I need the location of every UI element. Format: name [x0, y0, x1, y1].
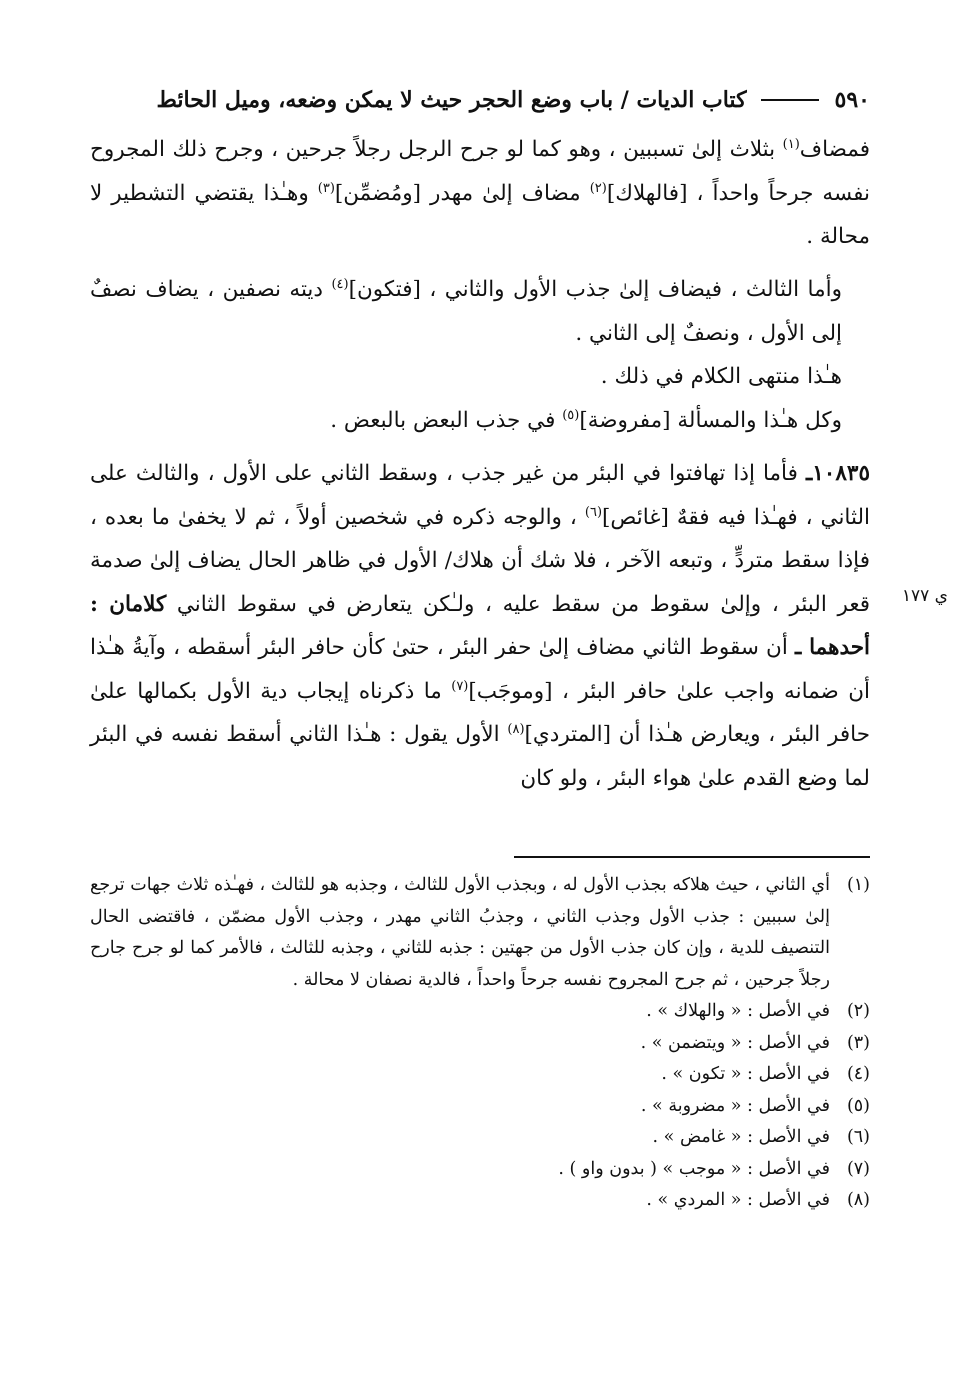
paragraph: هـٰذا منتهى الكلام في ذلك .	[600, 364, 842, 389]
footnote-text: في الأصل : « المردي » .	[646, 1190, 830, 1210]
footnote-text: في الأصل : « ويتضمن » .	[640, 1032, 830, 1053]
footnote-number: (٢)	[846, 1001, 870, 1021]
paragraph-section	[90, 452, 870, 800]
chapter-title: كتاب الديات / باب وضع الحجر حيث لا يمكن وضعه، وميل الحائط	[156, 87, 747, 113]
text-run: وهـٰذا يقتضي التشطير لا محالة .	[90, 180, 870, 249]
footnote-text: في الأصل : « والهلاك » .	[646, 1001, 830, 1021]
section-gap	[90, 442, 870, 452]
footnote-text: في الأصل : « مضروبة » .	[640, 1095, 830, 1116]
header-rule	[761, 99, 819, 101]
footnote-ref[interactable]: (٧)	[451, 678, 469, 694]
text-run: وأما الثالث ، فيضاف إلىٰ جذب الأول والثاني ، [فتكون]	[348, 277, 842, 302]
text-run: فمضاف	[799, 137, 870, 162]
text-run: فأما إذا تهافتوا في البئر من غير جذب ، وسقط الثاني على الأول ، والثالث على الثاني ، فهـٰذا فيه فقهٌ [غائص]	[90, 461, 870, 530]
footnote-text: في الأصل : « تكون » .	[661, 1064, 830, 1084]
text-run: مضاف إلىٰ مهدر [ومُضمِّن]	[334, 180, 590, 206]
footnote-text: أي الثاني ، حيث هلاكه بجذب الأول له ، وبجذب الأول للثالث ، وجذبه هو للثالث ، فهـٰذه ثلاث جهات ترجع إلىٰ سببين : جذب الأول وجذب الثاني ، وجذبُ الثاني مهدر ، وجذب الأول مضمّن ، فاقتضى الحال التنصيف للدية ، وإن كان جذب الأول من جهتين : جذبه للثاني ، وجذبه للثالث ، فالأمر كما لو جرح جارح رجلاً جرحين ، ثم جرح المجروح نفسه جرحاً واحداً ، فالدية نصفان لا محالة .	[90, 875, 830, 990]
footnote-number: (٥)	[846, 1095, 870, 1116]
footnote-number: (٨)	[846, 1190, 870, 1210]
footnote	[90, 1091, 870, 1123]
footnote	[90, 1028, 870, 1060]
footnote-ref[interactable]: (٨)	[507, 721, 525, 737]
text-run: بثلاث إلىٰ تسببين ، وهو كما لو جرح الرجل رجلاً جرحين ، وجرح ذلك المجروح نفسه جرحاً واحداً ، [فالهلاك]	[90, 137, 870, 206]
footnotes	[90, 870, 870, 1217]
text-run: ما ذكرناه إيجاب دية الأول بكمالها علىٰ حافر البئر ، ويعارض هـٰذا أن [المتردي]	[90, 678, 870, 747]
footnote	[90, 1059, 870, 1091]
text-run: أن سقوط الثاني مضاف إلىٰ حفر البئر ، حتىٰ كأن حافر البئر أسقطه ، وآيةُ هـٰذا أن ضمانه واجب علىٰ حافر البئر ، [وموجَب]	[90, 635, 870, 704]
paragraph	[90, 268, 870, 355]
footnote-text: في الأصل : « موجب » ( بدون واو ) .	[558, 1158, 830, 1179]
text-run: الأول يقول : هـٰذا الثاني أسقط نفسه في البئر لما وضع القدم علىٰ هواء البئر ، ولو كان	[90, 722, 870, 791]
footnote-ref[interactable]: (٤)	[331, 276, 349, 292]
footnote	[90, 1185, 870, 1217]
footnote-number: (١)	[846, 875, 870, 895]
footnote	[90, 1154, 870, 1186]
bold-text: كلامان : أحدهما ـ	[90, 591, 870, 660]
page-number: ٥٩٠	[834, 87, 870, 113]
text-run: ديته نصفين ، يضاف نصفٌ إلى الأول ، ونصفٌ إلى الثاني .	[90, 277, 842, 346]
footnote	[90, 1122, 870, 1154]
footnote	[90, 870, 870, 996]
footnote-ref[interactable]: (١)	[782, 136, 800, 152]
paragraph	[90, 399, 870, 443]
footnote-number: (٧)	[846, 1158, 870, 1179]
footnote-number: (٦)	[846, 1127, 870, 1147]
footnote-ref[interactable]: (٥)	[562, 407, 580, 423]
footnote-divider	[514, 856, 870, 858]
text-run: وكل هـٰذا والمسألة [مفروضة]	[579, 407, 842, 433]
paragraph	[90, 128, 870, 268]
footnote-ref[interactable]: (٦)	[584, 504, 603, 520]
text-run: ، والوجه ذكره في شخصين أولاً ، ثم لا يخفىٰ ما بعده ، فإذا سقط متردٍّ ، وتبعه الآخر ، فلا شك أن هلاك/ الأول في ظاهر الحال يضاف إلىٰ صدمة قعر البئر ، وإلىٰ سقوط من سقط عليه ، ولـٰكن يتعارض في سقوط الثاني	[90, 504, 870, 617]
margin-note: ي ١٧٧	[901, 586, 948, 606]
footnote-number: (٤)	[846, 1064, 870, 1084]
footnote-text: في الأصل : « غامض » .	[652, 1127, 830, 1147]
footnote-number: (٣)	[846, 1032, 870, 1053]
footnote-ref[interactable]: (٢)	[589, 180, 607, 196]
main-text	[90, 128, 870, 800]
footnote	[90, 996, 870, 1028]
text-run: في جذب البعض بالبعض .	[330, 407, 563, 433]
running-header	[90, 80, 870, 120]
section-number: ١٠٨٣٥ـ	[805, 461, 870, 486]
footnote-ref[interactable]: (٣)	[317, 180, 335, 196]
